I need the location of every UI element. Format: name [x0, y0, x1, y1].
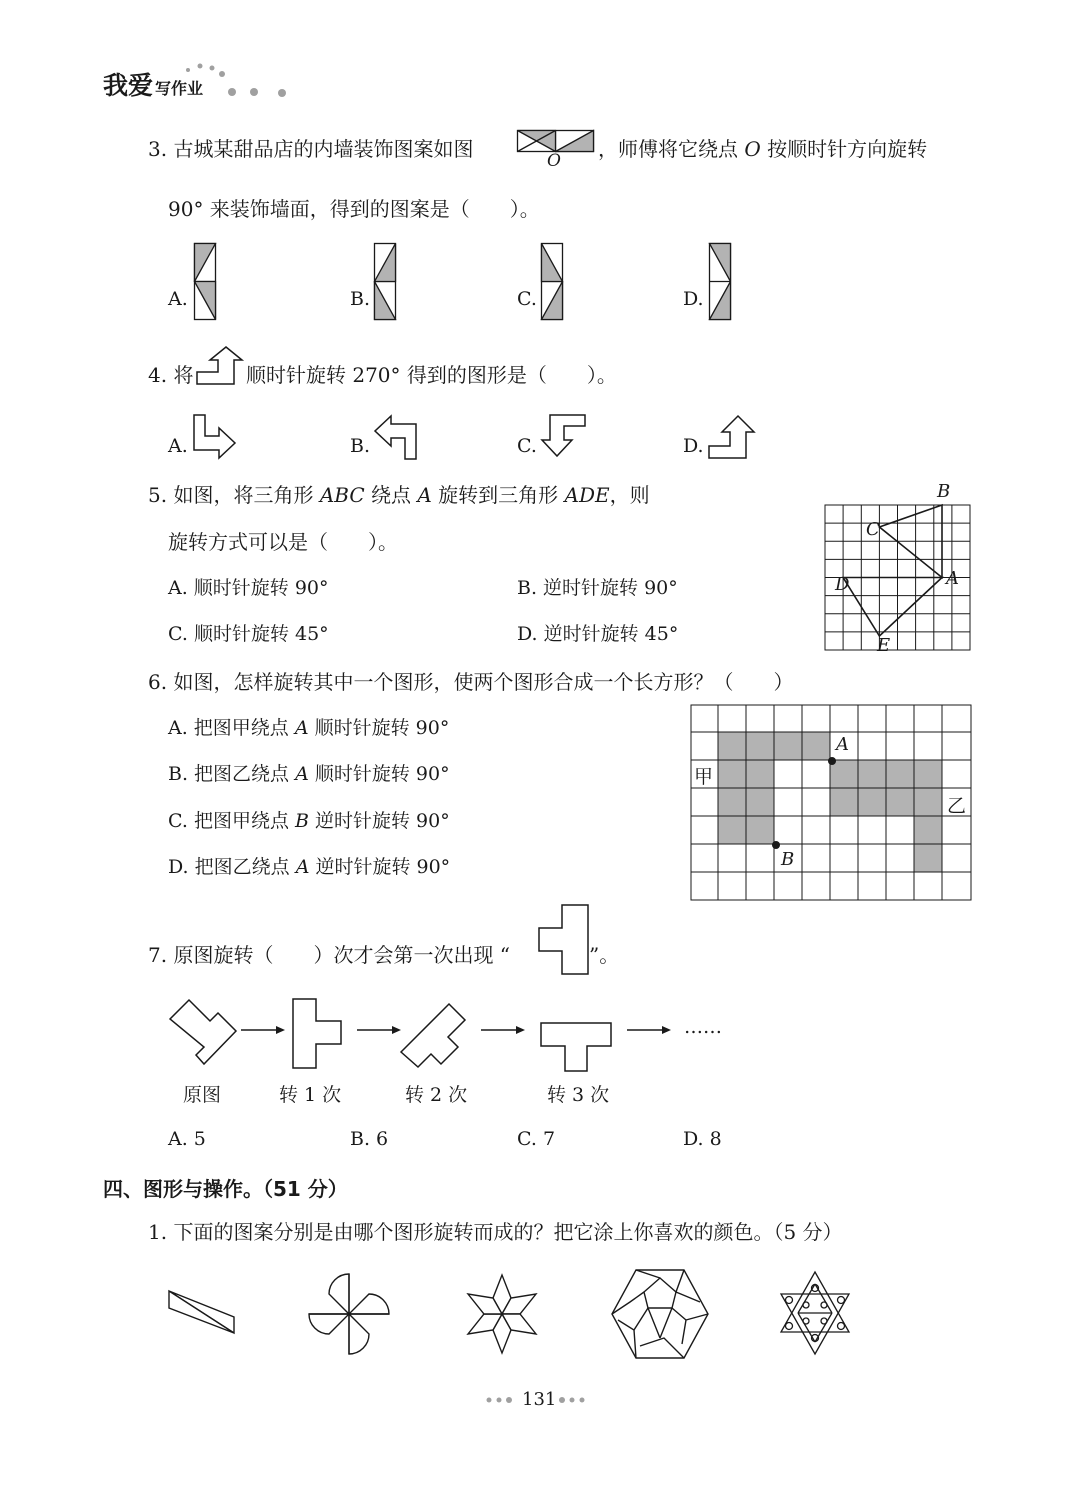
q7-option-a[interactable]: A. 5: [168, 1128, 206, 1150]
q6-label-yi: 乙: [947, 795, 967, 817]
q3-option-a[interactable]: A.: [168, 288, 188, 310]
q4-option-b-figure[interactable]: [374, 414, 418, 460]
q7-caption-3: 转 3 次: [547, 1084, 610, 1106]
q6-option-b[interactable]: B. 把图乙绕点 A 顺时针旋转 90°: [168, 763, 450, 785]
q7-option-c[interactable]: C. 7: [517, 1128, 556, 1150]
q5-option-a[interactable]: A. 顺时针旋转 90°: [168, 577, 329, 599]
q7-sequence-diagram: [165, 995, 745, 1075]
q5-label-e: E: [877, 635, 891, 656]
q3-option-d-figure[interactable]: [709, 243, 733, 323]
brand-main: 我爱: [103, 71, 154, 100]
brand-sub: 写作业: [155, 79, 204, 98]
section4-q1: 1. 下面的图案分别是由哪个图形旋转而成的？把它涂上你喜欢的颜色。（5 分）: [148, 1220, 843, 1244]
q7-caption-2: 转 2 次: [405, 1084, 468, 1106]
q4-line-pre: 4. 将: [148, 363, 194, 387]
q7-line-pre: 7. 原图旋转（ ）次才会第一次出现 “: [148, 943, 511, 967]
q4-option-d[interactable]: D.: [683, 435, 704, 457]
q4-option-d-figure[interactable]: [708, 414, 756, 460]
q4-option-b[interactable]: B.: [350, 435, 371, 457]
q7-option-b[interactable]: B. 6: [350, 1128, 389, 1150]
section4-title: 四、图形与操作。（51 分）: [103, 1177, 348, 1201]
q6-grid-diagram: [690, 704, 974, 902]
q7-ellipsis: ……: [684, 1016, 722, 1038]
q5-option-b[interactable]: B. 逆时针旋转 90°: [517, 577, 678, 599]
q3-option-c-figure[interactable]: [541, 243, 565, 323]
footer-dots-left-icon: [486, 1395, 516, 1405]
q4-option-c-figure[interactable]: [541, 414, 587, 460]
q5-label-d: D: [835, 574, 850, 595]
q4-option-a[interactable]: A.: [168, 435, 188, 457]
page-number: 131: [522, 1389, 557, 1410]
q6-label-a: A: [836, 734, 849, 755]
q6-option-a[interactable]: A. 把图甲绕点 A 顺时针旋转 90°: [168, 717, 450, 739]
q7-caption-1: 转 1 次: [279, 1084, 342, 1106]
q5-option-c[interactable]: C. 顺时针旋转 45°: [168, 623, 329, 645]
q6-option-c[interactable]: C. 把图甲绕点 B 逆时针旋转 90°: [168, 810, 450, 832]
q6-label-jia: 甲: [694, 766, 714, 788]
q3-line2: 90° 来装饰墙面，得到的图案是（ ）。: [168, 197, 540, 221]
pattern-1-figure[interactable]: [168, 1290, 238, 1336]
q3-point-label: O: [547, 151, 561, 171]
q4-line-post: 顺时针旋转 270° 得到的图形是（ ）。: [246, 363, 617, 387]
pattern-2-pinwheel[interactable]: [303, 1268, 395, 1360]
q5-option-d[interactable]: D. 逆时针旋转 45°: [517, 623, 679, 645]
q7-option-d[interactable]: D. 8: [683, 1128, 722, 1150]
pattern-4-hexagon[interactable]: [610, 1268, 710, 1360]
pattern-3-star[interactable]: [462, 1274, 542, 1354]
q6-option-d[interactable]: D. 把图乙绕点 A 逆时针旋转 90°: [168, 856, 451, 878]
q5-label-b: B: [937, 481, 951, 502]
q3-option-c[interactable]: C.: [517, 288, 537, 310]
q5-label-a: A: [946, 568, 959, 589]
q4-option-c[interactable]: C.: [517, 435, 537, 457]
q3-option-b-figure[interactable]: [374, 243, 398, 323]
q7-caption-original: 原图: [183, 1084, 222, 1106]
pattern-5-star-circles[interactable]: [775, 1270, 855, 1356]
q4-arrow-shape: [196, 346, 244, 388]
q5-line1: 5. 如图，将三角形 ABC 绕点 A 旋转到三角形 ADE，则: [148, 483, 650, 507]
q5-label-c: C: [866, 519, 880, 540]
q3-option-a-figure[interactable]: [194, 243, 218, 323]
footer-dots-right-icon: [558, 1395, 588, 1405]
q6-label-b: B: [781, 849, 795, 870]
q3-line1: 3. 古城某甜品店的内墙装饰图案如图: [148, 137, 474, 161]
header-dots-icon: [180, 60, 300, 100]
q3-option-d[interactable]: D.: [683, 288, 704, 310]
q7-target-shape: [538, 904, 590, 976]
q6-question: 6. 如图，怎样旋转其中一个图形，使两个图形合成一个长方形？（ ）: [148, 670, 794, 694]
q7-line-post: ”。: [589, 943, 620, 967]
q5-line2: 旋转方式可以是（ ）。: [168, 530, 398, 554]
q3-option-b[interactable]: B.: [350, 288, 371, 310]
q4-option-a-figure[interactable]: [193, 414, 237, 460]
q3-line1-rest: ，师傅将它绕点 O 按顺时针方向旋转: [598, 137, 928, 161]
